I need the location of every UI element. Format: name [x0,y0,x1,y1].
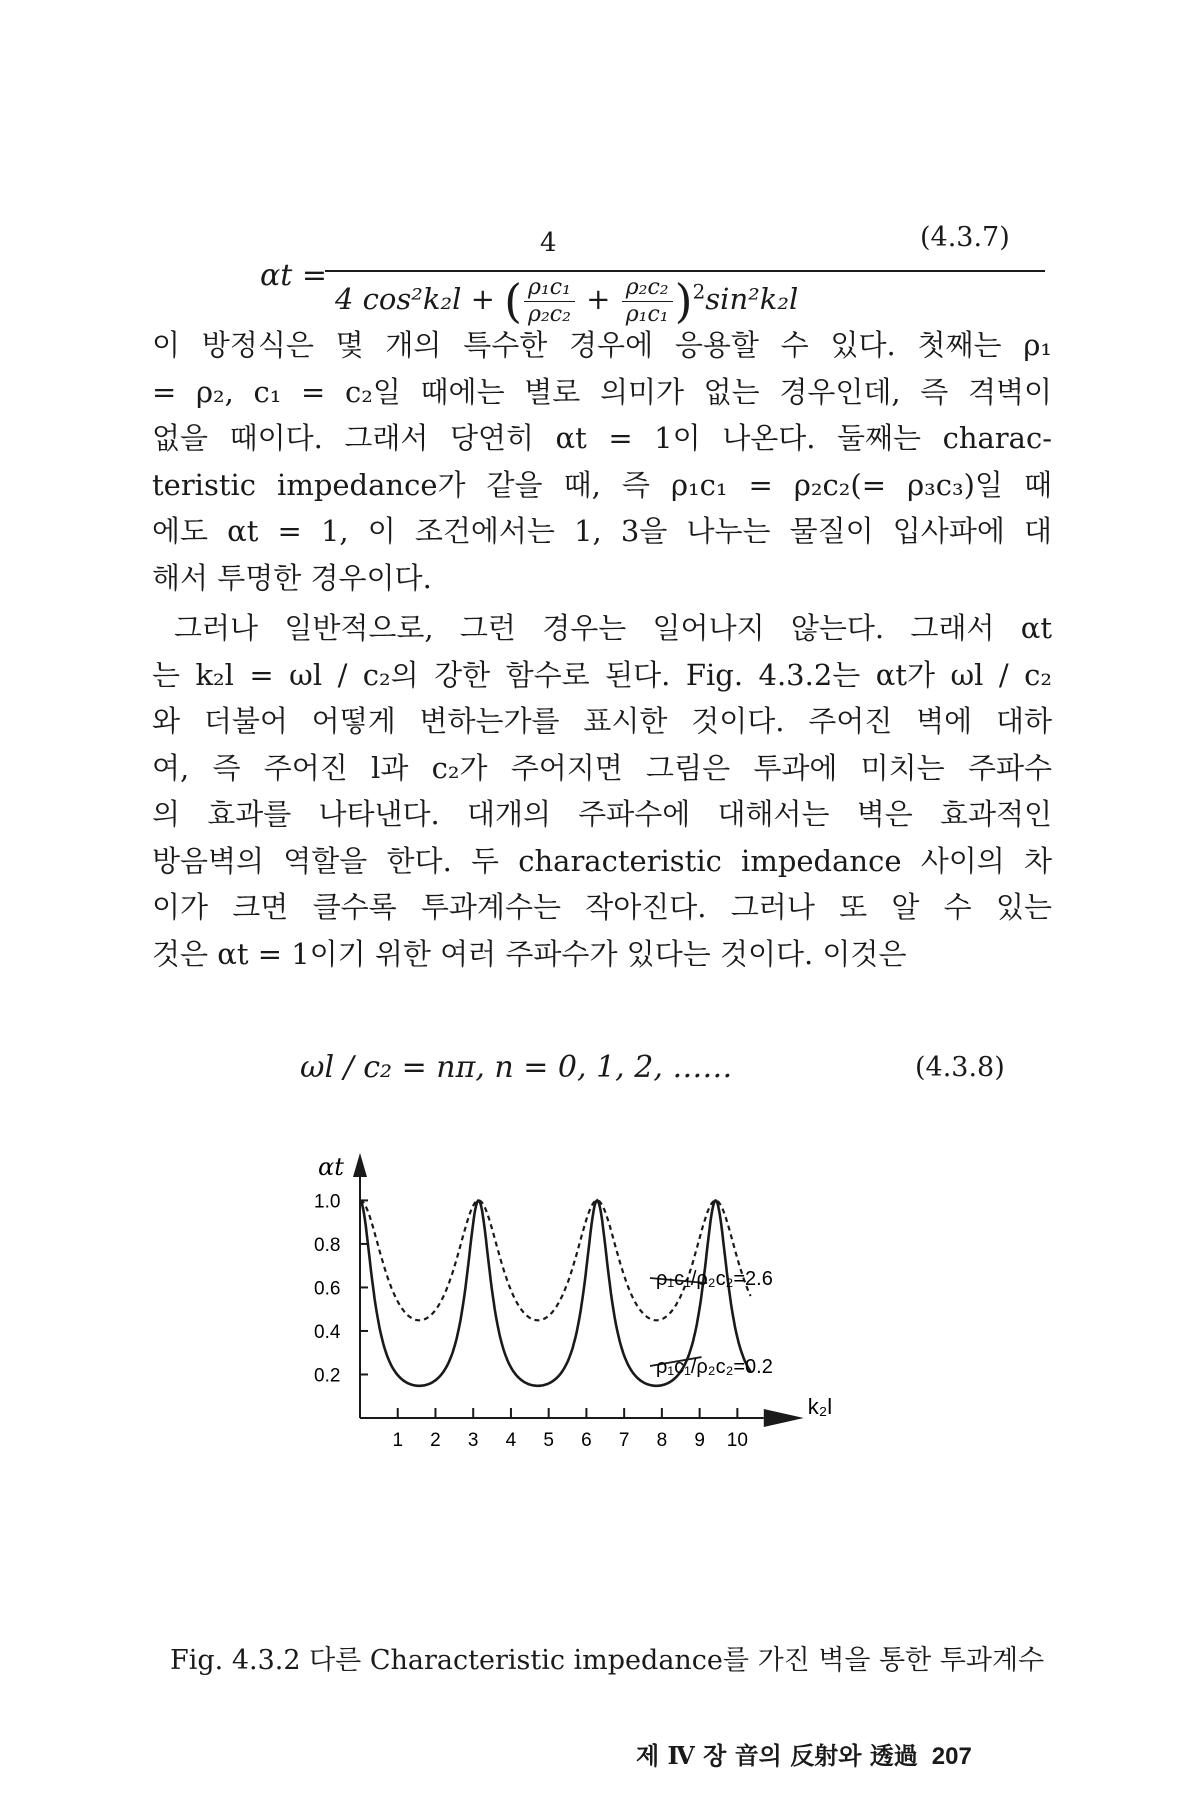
paragraph-line: 방음벽의 역할을 한다. 두 characteristic impedance 사이의 차 [152,843,1052,878]
x-tick-label: 1 [392,1430,404,1451]
paragraph-line: 것은 αt = 1이기 위한 여러 주파수가 있다는 것이다. 이것은 [152,936,907,971]
x-tick-label: 6 [581,1430,592,1451]
equation-denominator [335,274,1035,328]
paragraph-line: 와 더불어 어떻게 변하는가를 표시한 것이다. 주어진 벽에 대하 [152,704,1052,738]
paragraph-line: 여, 즉 주어진 l과 c₂가 주어지면 그림은 투과에 미치는 주파수 [152,750,1052,785]
x-tick-label: 2 [430,1430,441,1451]
paragraph-line: = ρ₂, c₁ = c₂일 때에는 별로 의미가 없는 경우인데, 즉 격벽이 [152,374,1052,409]
paragraph-line: teristic impedance가 같을 때, 즉 ρ₁c₁ = ρ₂c₂(= ρ₃c₃)일 때 [152,467,1052,502]
x-tick-label: 10 [726,1430,748,1451]
page-footer [636,1736,972,1771]
equation-4-3-8: ωl / c₂ = nπ, n = 0, 1, 2, …… [300,1050,733,1085]
x-tick-label: 5 [543,1430,554,1451]
x-axis-label: k₂l [807,1394,833,1419]
frac2-bottom: ρ₁c₁ [625,301,669,327]
chart-svg [290,1148,930,1468]
y-tick-label: 0.6 [314,1278,341,1300]
paragraph-line: 이 방정식은 몇 개의 특수한 경우에 응용할 수 있다. 첫째는 ρ₁ [152,328,1052,362]
y-tick-label: 0.2 [314,1365,341,1387]
legend-label-2: ρ₁c₁/ρ₂c₂=0.2 [656,1356,773,1378]
right-paren: ) [674,274,693,328]
x-tick-label: 3 [467,1430,479,1451]
chapter-title: 제 Ⅳ 장 音의 反射와 透過 [636,1741,918,1770]
paragraph-line: 이가 크면 클수록 투과계수는 작아진다. 그러나 또 알 수 있는 [152,890,1052,924]
frac1-bottom: ρ₂c₂ [528,301,571,327]
y-tick-label: 0.8 [314,1234,341,1256]
equation-numerator: 4 [540,228,557,258]
paragraph-line: 에도 αt = 1, 이 조건에서는 1, 3을 나누는 물질이 입사파에 대 [152,514,1052,548]
x-tick-label: 9 [694,1430,705,1451]
plus-sign: + [586,282,611,316]
paragraph-1 [152,322,1052,601]
page-number: 207 [931,1743,972,1770]
left-paren: ( [504,274,523,328]
impedance-ratio-2 [622,275,673,328]
frac1-top: ρ₁c₁ [524,275,575,302]
frac2-top: ρ₂c₂ [622,275,673,302]
paragraph-line: 의 효과를 나타낸다. 대개의 주파수에 대해서는 벽은 효과적인 [152,797,1052,831]
x-tick-label: 4 [505,1430,517,1451]
y-axis-label: αt [318,1153,344,1181]
fraction-bar [325,270,1045,272]
equation-number-4-3-7: (4.3.7) [920,222,1010,253]
square-exponent: 2 [692,279,706,304]
y-axis-arrow [353,1153,367,1177]
equation-tail: sin²k₂l [705,282,799,316]
x-tick-label: 7 [618,1430,630,1451]
y-tick-label: 1.0 [314,1191,341,1213]
legend-label-1: ρ₁c₁/ρ₂c₂=2.6 [656,1268,773,1290]
paragraph-line: 없을 때이다. 그래서 당연히 αt = 1이 나온다. 둘째는 charac- [152,421,1052,455]
y-tick-label: 0.4 [314,1321,341,1343]
figure-caption: Fig. 4.3.2 다른 Characteristic impedance를 가진 벽을 통한 투과계수 [170,1645,1045,1676]
paragraph-line: 그러나 일반적으로, 그런 경우는 일어나지 않는다. 그래서 αt [174,611,1052,645]
impedance-ratio-1 [524,275,575,328]
paragraph-2 [152,605,1052,977]
equation-lhs: αt = [260,258,327,293]
equation-number-4-3-8: (4.3.8) [915,1052,1005,1083]
paragraph-line: 해서 투명한 경우이다. [152,560,432,595]
equation-term1: 4 cos²k₂l + [335,282,495,316]
x-tick-label: 8 [656,1430,668,1451]
transmission-coefficient-chart [290,1148,930,1468]
paragraph-line: 는 k₂l = ωl / c₂의 강한 함수로 된다. Fig. 4.3.2는 αt가 ωl / c₂ [152,657,1052,692]
series-line-1 [360,1200,751,1320]
x-axis-arrow [764,1409,804,1427]
